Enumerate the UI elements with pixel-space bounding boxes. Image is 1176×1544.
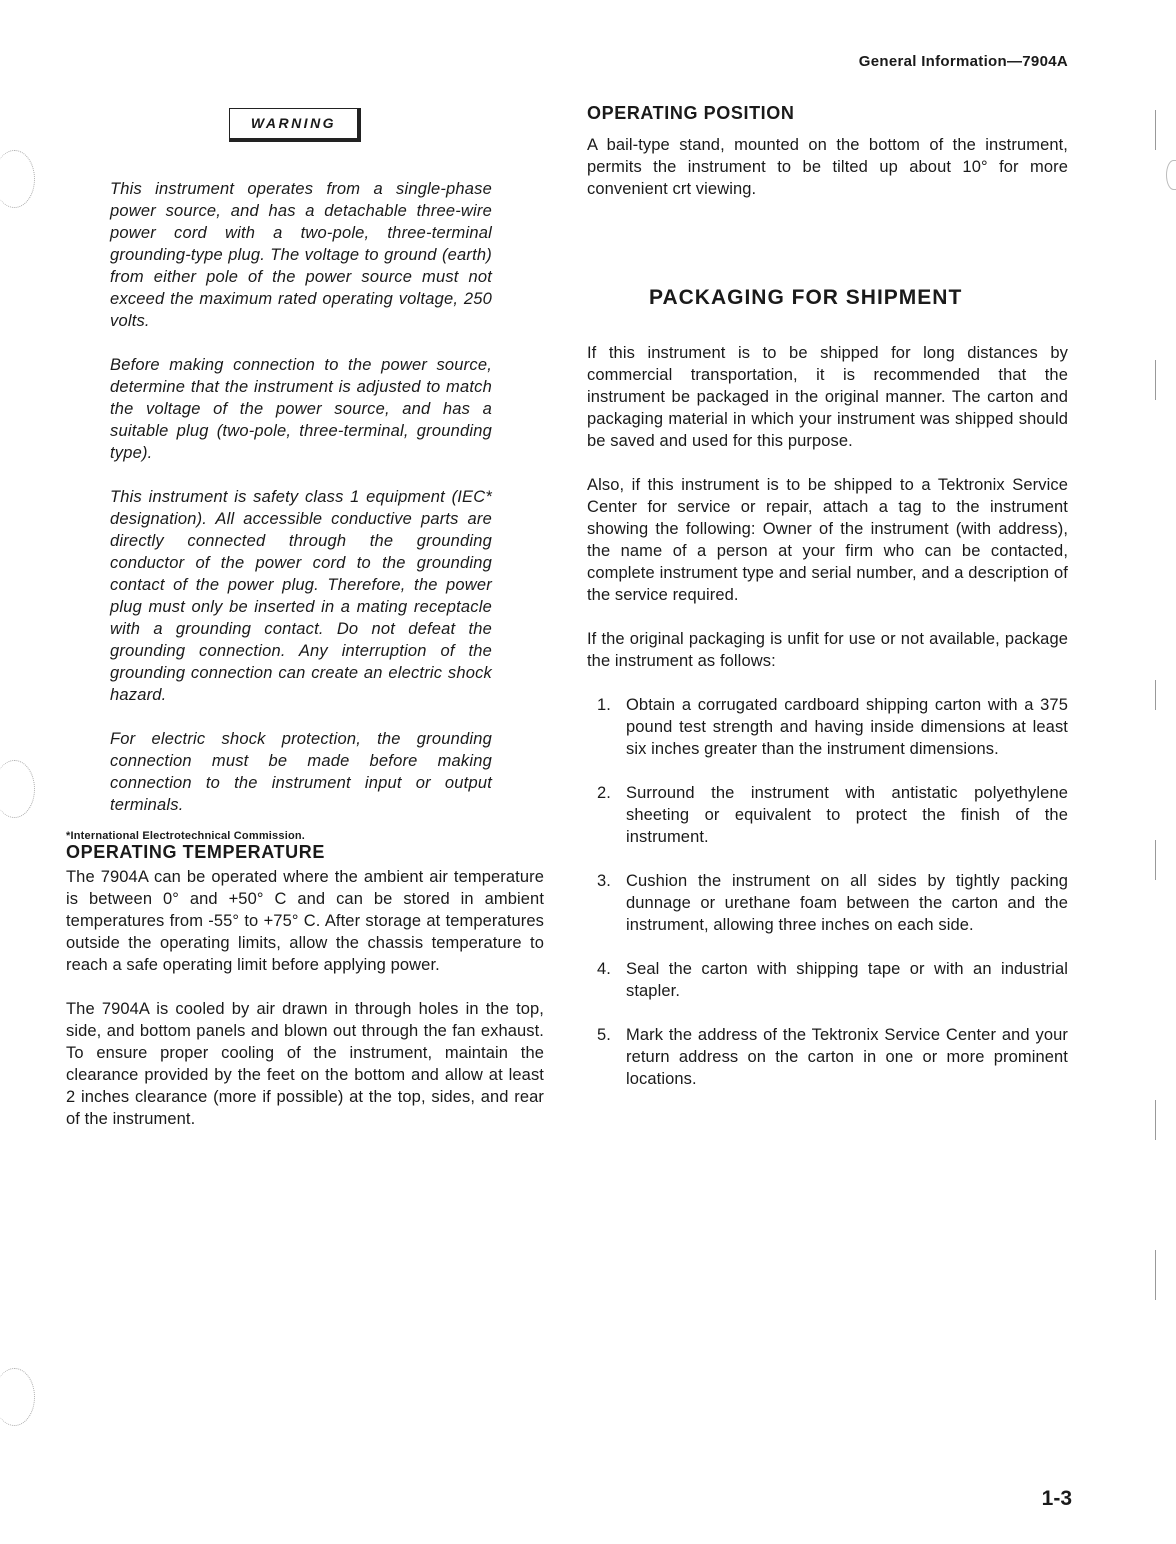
packaging-heading: PACKAGING FOR SHIPMENT — [649, 286, 963, 309]
operating-position-paragraph: A bail-type stand, mounted on the bottom of the instrument, permits the instrument to be tilted up about 10° for more convenient crt viewing. — [587, 136, 1068, 198]
list-item — [587, 958, 1068, 1002]
step-text: Obtain a corrugated cardboard shipping carton with a 375 pound test strength and having inside dimensions at least six inches greater than the instrument dimensions. — [626, 696, 1068, 758]
warning-paragraph: For electric shock protection, the grounding connection must be made before making connection to the instrument input or output terminals. — [110, 730, 492, 814]
page-edge-mark — [1155, 840, 1156, 880]
warning-label-wrap — [66, 100, 544, 154]
step-number: 1. — [597, 696, 611, 714]
binder-hole-mark — [0, 760, 35, 818]
step-number: 4. — [597, 960, 611, 978]
packaging-paragraph: Also, if this instrument is to be shipped to a Tektronix Service Center for service or repair, attach a tag to the instrument showing the following: Owner of the instrument (with address), the name of a person at your firm who can be contacted, complete instrument type and serial number, and a description of the service required. — [587, 476, 1068, 604]
warning-paragraph: This instrument is safety class 1 equipment (IEC* designation). All accessible conductive parts are directly connected through the grounding conductor of the power cord to the grounding contact of the power plug. Therefore, the power plug must only be inserted in a mating receptacle with a grounding contact. Do not defeat the grounding connection. Any interruption of the grounding connection can create an electric shock hazard. — [110, 488, 492, 704]
list-item — [587, 1024, 1068, 1090]
warning-label: WARNING — [229, 108, 361, 142]
step-number: 5. — [597, 1026, 611, 1044]
page-edge-mark — [1155, 680, 1156, 710]
temperature-paragraph: The 7904A can be operated where the ambient air temperature is between 0° and +50° C and can be stored in ambient temperatures from -55° to +75° C. After storage at temperatures outside the operating limits, allow the chassis temperature to reach a safe operating limit before applying power. — [66, 868, 544, 974]
page-edge-mark — [1155, 360, 1156, 400]
page-number: 1-3 — [1041, 1487, 1072, 1510]
step-number: 2. — [597, 784, 611, 802]
list-item — [587, 782, 1068, 848]
binder-ring-mark — [1166, 160, 1176, 190]
list-item — [587, 870, 1068, 936]
footnote: *International Electrotechnical Commission. — [66, 830, 306, 842]
step-text: Cushion the instrument on all sides by tightly packing dunnage or urethane foam between the carton and the instrument, allowing three inches on each side. — [626, 872, 1068, 934]
list-item — [587, 694, 1068, 760]
page-edge-mark — [1155, 1100, 1156, 1140]
binder-hole-mark — [0, 1368, 35, 1426]
left-column — [66, 100, 544, 1152]
packaging-paragraph: If the original packaging is unfit for use or not available, package the instrument as follows: — [587, 630, 1068, 670]
step-text: Mark the address of the Tektronix Service Center and your return address on the carton in one or more prominent locations. — [626, 1026, 1068, 1088]
step-text: Surround the instrument with antistatic polyethylene sheeting or equivalent to protect the finish of the instrument. — [626, 784, 1068, 846]
operating-position-heading: OPERATING POSITION — [587, 103, 795, 123]
running-head: General Information—7904A — [858, 53, 1068, 70]
binder-hole-mark — [0, 150, 35, 208]
packaging-steps — [587, 694, 1068, 1090]
page-edge-mark — [1155, 110, 1156, 150]
step-text: Seal the carton with shipping tape or with an industrial stapler. — [626, 960, 1068, 1000]
cooling-paragraph: The 7904A is cooled by air drawn in through holes in the top, side, and bottom panels and blown out through the fan exhaust. To ensure proper cooling of the instrument, maintain the clearance provided by the feet on the bottom and allow at least 2 inches clearance (more if possible) at the top, sides, and rear of the instrument. — [66, 1000, 544, 1128]
right-column — [587, 103, 1068, 1112]
warning-paragraph: This instrument operates from a single-phase power source, and has a detachable three-wire power cord with a two-pole, three-terminal grounding-type plug. The voltage to ground (earth) from either pole of the power source must not exceed the maximum rated operating voltage, 250 volts. — [110, 180, 492, 330]
page-edge-mark — [1155, 1250, 1156, 1300]
operating-temperature-heading: OPERATING TEMPERATURE — [66, 842, 325, 862]
warning-paragraph: Before making connection to the power source, determine that the instrument is adjusted to match the voltage of the power source, and has a suitable plug (two-pole, three-terminal, grounding type). — [110, 356, 492, 462]
step-number: 3. — [597, 872, 611, 890]
warning-body — [110, 178, 492, 816]
packaging-paragraph: If this instrument is to be shipped for long distances by commercial transportation, it is recommended that the instrument be packaged in the original manner. The carton and packaging material in which your instrument was shipped should be saved and used for this purpose. — [587, 344, 1068, 450]
